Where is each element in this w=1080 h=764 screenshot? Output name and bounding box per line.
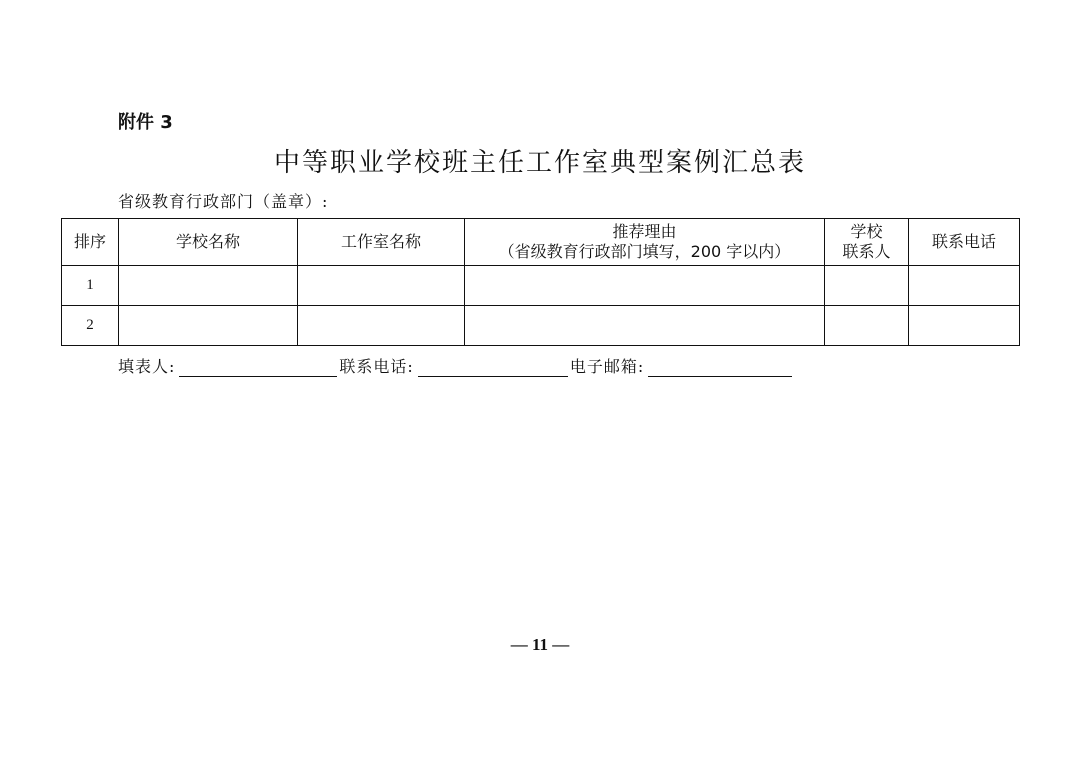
row-rank: 1	[62, 266, 119, 306]
header-contact-person	[825, 219, 909, 266]
header-reason	[465, 219, 825, 266]
header-studio-name: 工作室名称	[298, 219, 465, 266]
cell-reason	[465, 266, 825, 306]
header-school-name: 学校名称	[119, 219, 298, 266]
phone-blank	[418, 359, 568, 377]
header-reason-note: （省级教育行政部门填写，200 字以内）	[498, 242, 791, 261]
filler-blank	[179, 359, 337, 377]
summary-table	[61, 218, 1020, 346]
cell-school-name	[119, 266, 298, 306]
cell-reason	[465, 306, 825, 346]
attachment-label: 附件 3	[118, 112, 173, 133]
cell-contact-person	[825, 266, 909, 306]
cell-phone	[909, 306, 1020, 346]
header-contact-line2: 联系人	[842, 242, 891, 261]
email-label: 电子邮箱:	[569, 357, 645, 376]
table-header-row	[62, 219, 1020, 266]
cell-school-name	[119, 306, 298, 346]
phone-label: 联系电话:	[339, 357, 414, 376]
header-contact-line1: 学校	[850, 222, 883, 241]
footer-fields	[118, 354, 792, 377]
cell-contact-person	[825, 306, 909, 346]
cell-studio-name	[298, 266, 465, 306]
cell-studio-name	[298, 306, 465, 346]
header-phone: 联系电话	[909, 219, 1020, 266]
document-title: 中等职业学校班主任工作室典型案例汇总表	[273, 148, 806, 178]
page-number: — 11 —	[510, 635, 570, 654]
header-reason-title: 推荐理由	[612, 222, 677, 241]
row-rank: 2	[62, 306, 119, 346]
table-row	[62, 306, 1020, 346]
cell-phone	[909, 266, 1020, 306]
header-rank: 排序	[62, 219, 119, 266]
filler-label: 填表人:	[118, 357, 176, 376]
email-blank	[648, 359, 792, 377]
table-row	[62, 266, 1020, 306]
seal-line: 省级教育行政部门（盖章）:	[118, 192, 329, 211]
